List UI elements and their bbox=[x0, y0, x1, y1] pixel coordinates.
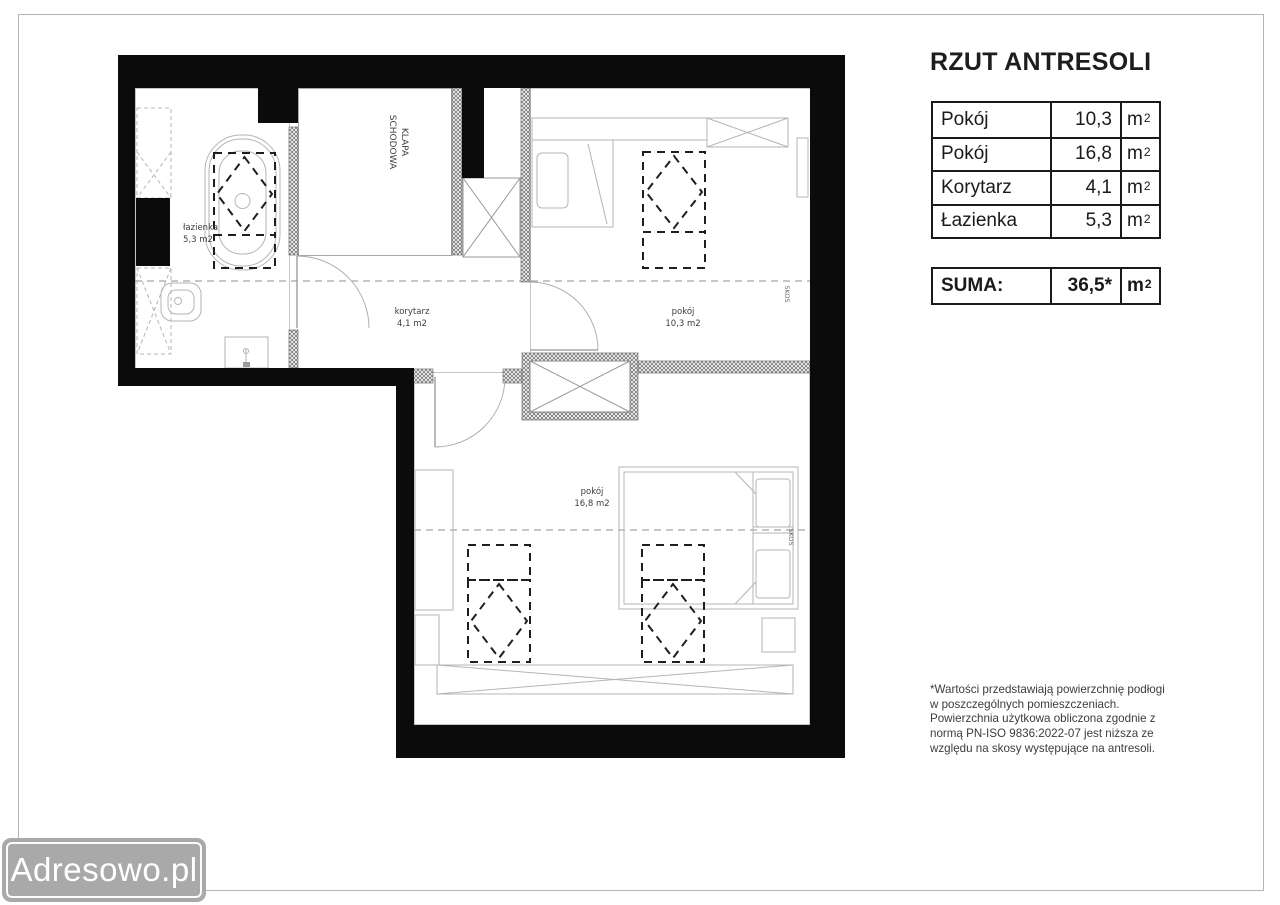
room-name: Pokój bbox=[941, 108, 989, 130]
label-stair-hatch-line2: SCHODOWA bbox=[387, 114, 397, 170]
label-bathroom-area: 5,3 m2 bbox=[183, 235, 213, 245]
label-skos-lower: SKOS bbox=[787, 528, 795, 546]
label-room1-name: pokój bbox=[671, 307, 695, 317]
sink bbox=[225, 337, 268, 368]
watermark-frame bbox=[6, 842, 202, 898]
sum-unit: m $^2$ bbox=[1120, 269, 1157, 303]
door-room1 bbox=[530, 282, 598, 350]
page-title: RZUT ANTRESOLI bbox=[930, 48, 1152, 76]
bed-double bbox=[619, 467, 798, 609]
label-hall-name: korytarz bbox=[394, 307, 430, 317]
nightstand bbox=[762, 618, 795, 652]
table-row bbox=[933, 103, 1159, 137]
label-room2-name: pokój bbox=[580, 487, 604, 497]
desk bbox=[415, 470, 453, 665]
room-unit: m $^2$ bbox=[1120, 103, 1157, 137]
label-skos-upper: SKOS bbox=[783, 285, 791, 303]
room-unit: m $^2$ bbox=[1120, 172, 1157, 204]
table-row bbox=[933, 204, 1159, 238]
sum-label: SUMA: bbox=[941, 274, 1004, 296]
label-hall-area: 4,1 m2 bbox=[397, 319, 427, 329]
shelf bbox=[532, 118, 707, 140]
room-unit: m $^2$ bbox=[1120, 206, 1157, 238]
room-area: 4,1 bbox=[1050, 172, 1120, 204]
label-stair-hatch-line1: KLAPA bbox=[399, 127, 409, 157]
sum-row bbox=[933, 269, 1159, 303]
door-room2 bbox=[435, 377, 505, 447]
roof-window-room2-left bbox=[468, 545, 530, 662]
watermark-text: Adresowo.pl bbox=[10, 851, 198, 888]
toilet bbox=[161, 283, 201, 321]
hall-wardrobe bbox=[530, 361, 630, 412]
room-unit: m $^2$ bbox=[1120, 139, 1157, 171]
bed-single bbox=[532, 140, 613, 227]
stair-hatch-opening bbox=[299, 89, 452, 256]
room-area: 5,3 bbox=[1050, 206, 1120, 238]
sum-table bbox=[931, 267, 1161, 305]
label-room2-area: 16,8 m2 bbox=[574, 499, 610, 509]
slope-lines bbox=[135, 281, 810, 530]
table-row bbox=[933, 137, 1159, 171]
room-name: Korytarz bbox=[941, 176, 1012, 198]
room-area: 16,8 bbox=[1050, 139, 1120, 171]
wall-shelf bbox=[797, 138, 808, 197]
label-bathroom-name: łazienka bbox=[183, 223, 219, 233]
table-row bbox=[933, 170, 1159, 204]
walls bbox=[118, 55, 845, 758]
shaft-box bbox=[463, 178, 520, 257]
room-name: Pokój bbox=[941, 143, 989, 165]
roof-window-room1 bbox=[643, 152, 705, 268]
room-area: 10,3 bbox=[1050, 103, 1120, 137]
door-bathroom bbox=[297, 256, 369, 328]
wardrobe-long bbox=[437, 665, 793, 694]
footnote: *Wartości przedstawiają powierzchnię podłogi w poszczególnych pomieszczeniach. Powierzchnia użytkowa obliczona zgodnie z normą PN-ISO 9836:2022-07 jest niższa ze względu na skosy występujące na antresoli. bbox=[930, 683, 1165, 755]
sum-value: 36,5* bbox=[1050, 269, 1120, 303]
wardrobe-small bbox=[707, 118, 788, 147]
bathtub bbox=[205, 135, 280, 270]
watermark-badge bbox=[2, 838, 206, 902]
label-room1-area: 10,3 m2 bbox=[665, 319, 701, 329]
room-name: Łazienka bbox=[941, 210, 1018, 232]
areas-table bbox=[931, 101, 1161, 239]
